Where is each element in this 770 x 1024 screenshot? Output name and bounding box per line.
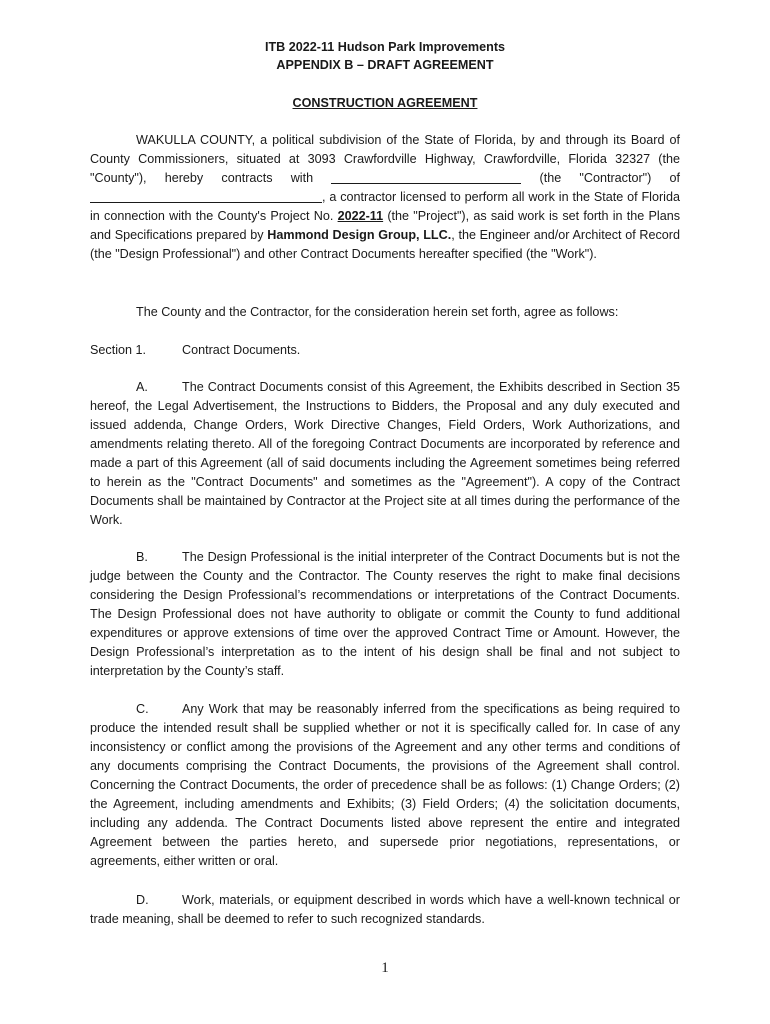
agreement-text: The County and the Contractor, for the consideration herein set forth, agree as follows:: [136, 305, 619, 319]
paragraph-letter: B.: [136, 550, 148, 564]
paragraph-b: [90, 548, 680, 681]
paragraph-letter: A.: [136, 380, 148, 394]
section-number: Section 1.: [90, 343, 147, 357]
paragraph-text: The Design Professional is the initial interpreter of the Contract Documents but is not the judge between the County and the Contractor. The County reserves the right to make final decisions considering the Design Professional’s recommendations or interpretations of the Contract Documents. The Design Professional does not have authority to obligate or commit the County to fund additional expenditures or approve extensions of time over the approved Contract Time or Amount. However, the Design Professional’s interpretation as to the intent of his design shall be final and not subject to interpretation by the County’s staff.: [90, 550, 680, 678]
section-heading: Contract Documents.: [182, 343, 301, 357]
intro-paragraph: [90, 131, 680, 264]
intro-text-1: WAKULLA COUNTY, a political subdivision of the State of Florida, by and through its Board of County Commissioners, situated at 3093 Crawfordville Highway, Crawfordville, Florida 32327 (the "County"), hereby contracts with: [90, 133, 680, 185]
paragraph-text: The Contract Documents consist of this Agreement, the Exhibits described in Section 35 hereof, the Legal Advertisement, the Instructions to Bidders, the Proposal and any duly executed and issued addenda, Change Orders, Work Directive Changes, Field Orders, Work Authorizations, and amendments relating thereto. All of the foregoing Contract Documents are incorporated by reference and made a part of this Agreement (all of said documents including the Agreement sometimes being referred to herein as the "Contract Documents" and sometimes as the "Agreement"). A copy of the Contract Documents shall be maintained by Contractor at the Project site at all times during the performance of the Work.: [90, 380, 680, 527]
document-title: CONSTRUCTION AGREEMENT: [292, 96, 478, 110]
paragraph-c: [90, 700, 680, 871]
header-appendix-line: APPENDIX B – DRAFT AGREEMENT: [276, 58, 494, 72]
contractor-address-blank: [90, 190, 322, 203]
header-itb-line: ITB 2022-11 Hudson Park Improvements: [264, 40, 506, 54]
intro-text-2: (the "Contractor") of: [539, 171, 681, 185]
paragraph-text: Work, materials, or equipment described in words which have a well-known technical or trade meaning, shall be deemed to refer to such recognized standards.: [90, 893, 680, 926]
paragraph-letter: C.: [136, 702, 149, 716]
paragraph-letter: D.: [136, 893, 149, 907]
project-number: 2022-11: [337, 209, 384, 223]
page-number: 1: [381, 960, 389, 976]
intro-text-3: , a contractor licensed to perform all work in the State of Florida in connection with the County's Project No.: [90, 190, 680, 223]
intro-text-5: , the Engineer and/or Architect of Record (the "Design Professional") and other Contract Documents hereafter specified (the "Work").: [90, 228, 681, 261]
paragraph-d: [90, 891, 680, 929]
paragraph-text: Any Work that may be reasonably inferred from the specifications as being required to produce the intended result shall be supplied whether or not it is specifically called for. In case of any inconsistency or conflict among the provisions of the Agreement and any other terms and conditions of any documents comprising the Contract Documents, the provisions of the Agreement shall control. Concerning the Contract Documents, the order of precedence shall be as follows: (1) Change Orders; (2) the Agreement, including amendments and Exhibits; (3) Field Orders; (4) the solicitation documents, including any addenda. The Contract Documents listed above represent the entire and integrated Agreement between the parties hereto, and supersede prior negotiations, representations, or agreements, either written or oral.: [90, 702, 680, 868]
intro-text-4: (the "Project"), as said work is set forth in the Plans and Specifications prepared by: [90, 209, 681, 242]
contractor-name-blank: [331, 171, 521, 184]
agreement-statement: [90, 303, 680, 322]
paragraph-a: [90, 378, 680, 530]
design-firm-name: Hammond Design Group, LLC.: [267, 228, 452, 242]
section-1-heading: [90, 341, 680, 360]
